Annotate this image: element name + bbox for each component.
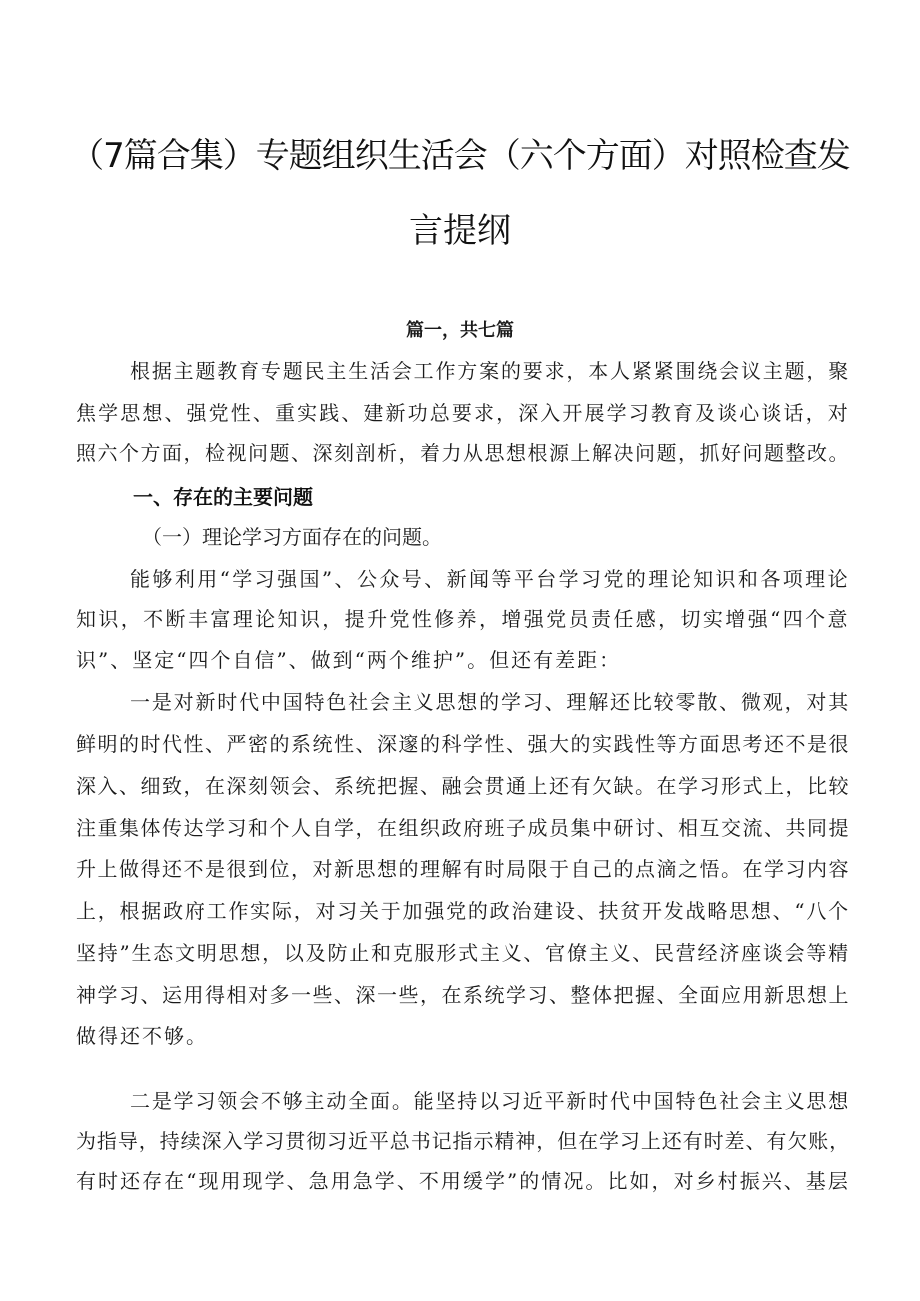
text-line: 二是学习领会不够主动全面。能坚持以习近平新时代中国特色社会主义思想 [130,1089,851,1113]
text-line: 做得还不够。 [76,1024,208,1048]
text-line: 一是对新时代中国特色社会主义思想的学习、理解还比较零散、微观，对其 [130,690,851,714]
text-line: 注重集体传达学习和个人自学，在组织政府班子成员集中研讨、相互交流、共同提 [76,816,850,840]
sub-heading: （一）理论学习方面存在的问题。 [142,525,442,549]
text-line: 神学习、运用得相对多一些、深一些，在系统学习、整体把握、全面应用新思想上 [76,983,850,1007]
text-line: 知识，不断丰富理论知识，提升党性修养，增强党员责任感，切实增强“四个意 [76,607,850,631]
text-line: 为指导，持续深入学习贯彻习近平总书记指示精神，但在学习上还有时差、有欠账， [76,1129,851,1153]
text-line: 识”、坚定“四个自信”、做到“两个维护”。但还有差距： [76,648,622,672]
text-line: 能够利用“学习强国”、公众号、新闻等平台学习党的理论知识和各项理论 [130,567,850,591]
text-line: 根据主题教育专题民主生活会工作方案的要求，本人紧紧围绕会议主题，聚 [130,359,851,383]
text-line: 升上做得还不是很到位，对新思想的理解有时局限于自己的点滴之悟。在学习内容 [76,857,850,881]
section-heading: 一、存在的主要问题 [133,485,313,509]
text-line: 鲜明的时代性、严密的系统性、深邃的科学性、强大的实践性等方面思考还不是很 [76,732,850,756]
text-line: 深入、细致，在深刻领会、系统把握、融会贯通上还有欠缺。在学习形式上，比较 [76,774,850,798]
text-line: 有时还存在“现用现学、急用急学、不用缓学”的情况。比如，对乡村振兴、基层 [76,1169,850,1193]
document-title-line-2: 言提纲 [409,211,511,251]
document-title-line-1: （7篇合集）专题组织生活会（六个方面）对照检查发 [70,136,850,176]
text-line: 照六个方面，检视问题、深刻剖析，着力从思想根源上解决问题，抓好问题整改。 [76,441,850,465]
text-line: 焦学思想、强党性、重实践、建新功总要求，深入开展学习教育及谈心谈话，对 [76,401,850,425]
text-line: 坚持”生态文明思想，以及防止和克服形式主义、官僚主义、民营经济座谈会等精 [76,941,850,965]
document-subtitle: 篇一，共七篇 [406,320,514,341]
text-line: 上，根据政府工作实际，对习关于加强党的政治建设、扶贫开发战略思想、“八个 [76,899,850,923]
